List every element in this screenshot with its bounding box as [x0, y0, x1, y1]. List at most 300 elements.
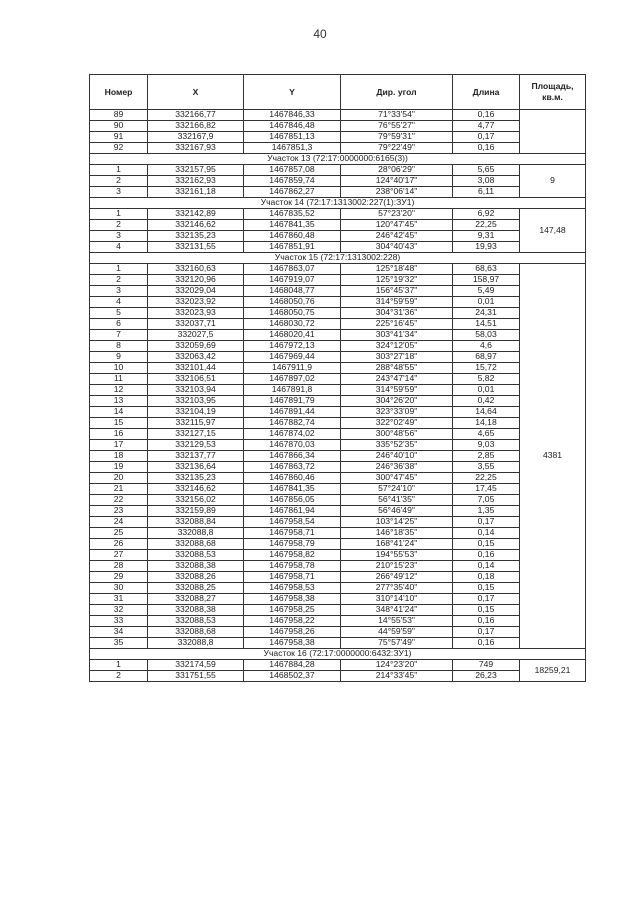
table-row	[90, 341, 586, 352]
table-row	[90, 231, 586, 242]
cell-y: 1467846,33	[244, 110, 341, 121]
cell-x: 332088,68	[148, 539, 244, 550]
cell-angle: 125°18'48"	[341, 264, 453, 275]
table-row	[90, 297, 586, 308]
cell-length: 7,05	[453, 495, 520, 506]
cell-number: 4	[90, 242, 148, 253]
table-row	[90, 286, 586, 297]
cell-number: 2	[90, 671, 148, 682]
section-title: Участок 13 (72:17:0000000:6165(3))	[90, 154, 586, 165]
cell-x: 332156,02	[148, 495, 244, 506]
table-row	[90, 176, 586, 187]
cell-length: 5,65	[453, 165, 520, 176]
cell-angle: 146°18'35"	[341, 528, 453, 539]
table-row	[90, 110, 586, 121]
table-row	[90, 143, 586, 154]
cell-angle: 79°22'49"	[341, 143, 453, 154]
cell-x: 332088,84	[148, 517, 244, 528]
cell-length: 158,97	[453, 275, 520, 286]
cell-length: 0,01	[453, 297, 520, 308]
cell-length: 26,23	[453, 671, 520, 682]
cell-y: 1467891,44	[244, 407, 341, 418]
cell-y: 1467846,48	[244, 121, 341, 132]
cell-x: 332166,77	[148, 110, 244, 121]
cell-number: 21	[90, 484, 148, 495]
cell-length: 0,42	[453, 396, 520, 407]
cell-length: 3,08	[453, 176, 520, 187]
cell-y: 1467857,08	[244, 165, 341, 176]
cell-x: 332146,62	[148, 484, 244, 495]
cell-x: 332167,93	[148, 143, 244, 154]
header-area: Площадь, кв.м.	[520, 75, 586, 110]
cell-number: 23	[90, 506, 148, 517]
cell-x: 332088,53	[148, 550, 244, 561]
cell-number: 1	[90, 209, 148, 220]
cell-angle: 56°41'35"	[341, 495, 453, 506]
cell-number: 10	[90, 363, 148, 374]
cell-length: 68,97	[453, 352, 520, 363]
cell-x: 332059,69	[148, 341, 244, 352]
cell-length: 0,16	[453, 638, 520, 649]
cell-angle: 210°15'23"	[341, 561, 453, 572]
table-row	[90, 638, 586, 649]
cell-number: 1	[90, 165, 148, 176]
section-title: Участок 14 (72:17:1313002:227(1):ЗУ1)	[90, 198, 586, 209]
cell-length: 2,85	[453, 451, 520, 462]
cell-x: 332023,93	[148, 308, 244, 319]
cell-x: 332023,92	[148, 297, 244, 308]
cell-x: 332037,71	[148, 319, 244, 330]
cell-angle: 304°31'36"	[341, 308, 453, 319]
table-row	[90, 572, 586, 583]
cell-number: 25	[90, 528, 148, 539]
table-row	[90, 451, 586, 462]
cell-x: 332088,53	[148, 616, 244, 627]
cell-area: 9	[520, 165, 586, 198]
cell-number: 26	[90, 539, 148, 550]
cell-angle: 303°27'18"	[341, 352, 453, 363]
table-row	[90, 187, 586, 198]
cell-x: 332088,25	[148, 583, 244, 594]
table-row	[90, 275, 586, 286]
cell-length: 17,45	[453, 484, 520, 495]
cell-length: 6,11	[453, 187, 520, 198]
table-row	[90, 363, 586, 374]
cell-number: 30	[90, 583, 148, 594]
table-row	[90, 583, 586, 594]
table-row	[90, 242, 586, 253]
cell-angle: 168°41'24"	[341, 539, 453, 550]
cell-length: 14,51	[453, 319, 520, 330]
cell-angle: 243°47'14"	[341, 374, 453, 385]
table-row	[90, 330, 586, 341]
table-row	[90, 440, 586, 451]
cell-x: 332159,89	[148, 506, 244, 517]
cell-area: 147,48	[520, 209, 586, 253]
cell-y: 1467870,03	[244, 440, 341, 451]
cell-number: 34	[90, 627, 148, 638]
cell-x: 332120,96	[148, 275, 244, 286]
cell-y: 1468502,37	[244, 671, 341, 682]
cell-x: 332115,97	[148, 418, 244, 429]
cell-number: 91	[90, 132, 148, 143]
cell-length: 4,65	[453, 429, 520, 440]
cell-length: 749	[453, 660, 520, 671]
cell-y: 1467882,74	[244, 418, 341, 429]
table-row	[90, 418, 586, 429]
cell-y: 1467863,72	[244, 462, 341, 473]
section-title: Участок 15 (72:17:1313002:228)	[90, 253, 586, 264]
cell-length: 4,77	[453, 121, 520, 132]
table-row	[90, 506, 586, 517]
cell-area: 4381	[520, 264, 586, 649]
cell-y: 1467841,35	[244, 220, 341, 231]
cell-length: 24,31	[453, 308, 520, 319]
cell-angle: 194°55'53"	[341, 550, 453, 561]
cell-y: 1467851,91	[244, 242, 341, 253]
cell-x: 332142,89	[148, 209, 244, 220]
cell-y: 1467958,53	[244, 583, 341, 594]
cell-y: 1467958,26	[244, 627, 341, 638]
cell-angle: 71°33'54"	[341, 110, 453, 121]
cell-angle: 57°24'10"	[341, 484, 453, 495]
cell-x: 332131,55	[148, 242, 244, 253]
cell-length: 58,03	[453, 330, 520, 341]
cell-number: 32	[90, 605, 148, 616]
cell-number: 19	[90, 462, 148, 473]
table-row	[90, 473, 586, 484]
cell-angle: 246°36'38"	[341, 462, 453, 473]
cell-x: 332029,04	[148, 286, 244, 297]
cell-number: 17	[90, 440, 148, 451]
table-row	[90, 605, 586, 616]
cell-length: 5,49	[453, 286, 520, 297]
cell-y: 1468050,76	[244, 297, 341, 308]
table-row	[90, 165, 586, 176]
cell-x: 332106,51	[148, 374, 244, 385]
cell-x: 332167,9	[148, 132, 244, 143]
cell-y: 1467851,3	[244, 143, 341, 154]
cell-length: 0,16	[453, 143, 520, 154]
cell-y: 1467891,79	[244, 396, 341, 407]
cell-length: 0,17	[453, 627, 520, 638]
header-length: Длина	[453, 75, 520, 110]
cell-angle: 266°49'12"	[341, 572, 453, 583]
cell-y: 1468020,41	[244, 330, 341, 341]
cell-angle: 156°45'37"	[341, 286, 453, 297]
table-row	[90, 517, 586, 528]
cell-number: 16	[90, 429, 148, 440]
cell-x: 332166,82	[148, 121, 244, 132]
cell-number: 92	[90, 143, 148, 154]
cell-y: 1467919,07	[244, 275, 341, 286]
cell-length: 14,64	[453, 407, 520, 418]
table-row	[90, 374, 586, 385]
cell-y: 1467958,78	[244, 561, 341, 572]
cell-angle: 79°59'31"	[341, 132, 453, 143]
cell-angle: 225°16'45"	[341, 319, 453, 330]
table-row	[90, 616, 586, 627]
header-row	[90, 75, 586, 110]
cell-length: 14,18	[453, 418, 520, 429]
table-row	[90, 561, 586, 572]
cell-length: 0,15	[453, 605, 520, 616]
table-row	[90, 484, 586, 495]
cell-x: 332162,93	[148, 176, 244, 187]
cell-y: 1467958,54	[244, 517, 341, 528]
table-row	[90, 627, 586, 638]
cell-number: 31	[90, 594, 148, 605]
cell-number: 89	[90, 110, 148, 121]
section-title-row	[90, 198, 586, 209]
cell-x: 332027,5	[148, 330, 244, 341]
table-row	[90, 462, 586, 473]
cell-length: 15,72	[453, 363, 520, 374]
cell-y: 1467860,48	[244, 231, 341, 242]
cell-x: 332135,23	[148, 231, 244, 242]
cell-length: 0,17	[453, 132, 520, 143]
cell-length: 6,92	[453, 209, 520, 220]
cell-y: 1467958,38	[244, 638, 341, 649]
table-row	[90, 121, 586, 132]
cell-x: 332137,77	[148, 451, 244, 462]
cell-y: 1467859,74	[244, 176, 341, 187]
cell-y: 1467958,22	[244, 616, 341, 627]
cell-length: 5,82	[453, 374, 520, 385]
cell-number: 5	[90, 308, 148, 319]
cell-number: 12	[90, 385, 148, 396]
cell-y: 1467958,71	[244, 528, 341, 539]
cell-number: 29	[90, 572, 148, 583]
cell-length: 0,15	[453, 539, 520, 550]
cell-y: 1467856,05	[244, 495, 341, 506]
cell-number: 90	[90, 121, 148, 132]
cell-x: 332088,27	[148, 594, 244, 605]
cell-number: 3	[90, 231, 148, 242]
cell-number: 24	[90, 517, 148, 528]
cell-angle: 314°59'59"	[341, 385, 453, 396]
table-row	[90, 209, 586, 220]
cell-length: 0,01	[453, 385, 520, 396]
cell-x: 332104,19	[148, 407, 244, 418]
cell-x: 332146,62	[148, 220, 244, 231]
table-row	[90, 539, 586, 550]
cell-y: 1467860,46	[244, 473, 341, 484]
cell-angle: 76°55'27"	[341, 121, 453, 132]
cell-length: 0,14	[453, 561, 520, 572]
cell-x: 332103,94	[148, 385, 244, 396]
cell-angle: 120°47'45"	[341, 220, 453, 231]
cell-x: 332101,44	[148, 363, 244, 374]
cell-y: 1467911,9	[244, 363, 341, 374]
table-row	[90, 550, 586, 561]
table-row	[90, 429, 586, 440]
cell-x: 332088,8	[148, 528, 244, 539]
cell-y: 1467958,71	[244, 572, 341, 583]
cell-y: 1467897,02	[244, 374, 341, 385]
table-row	[90, 594, 586, 605]
cell-y: 1467863,07	[244, 264, 341, 275]
cell-angle: 125°19'32"	[341, 275, 453, 286]
page-number: 40	[313, 27, 327, 41]
table-row	[90, 396, 586, 407]
cell-angle: 57°23'20"	[341, 209, 453, 220]
cell-x: 332174,59	[148, 660, 244, 671]
cell-length: 0,16	[453, 550, 520, 561]
section-title-row	[90, 154, 586, 165]
cell-length: 0,18	[453, 572, 520, 583]
cell-number: 9	[90, 352, 148, 363]
cell-number: 18	[90, 451, 148, 462]
cell-number: 20	[90, 473, 148, 484]
cell-y: 1467958,38	[244, 594, 341, 605]
cell-angle: 124°23'20"	[341, 660, 453, 671]
table-row	[90, 495, 586, 506]
cell-x: 332088,68	[148, 627, 244, 638]
cell-x: 332157,95	[148, 165, 244, 176]
cell-x: 332088,38	[148, 561, 244, 572]
cell-x: 332063,42	[148, 352, 244, 363]
cell-length: 1,35	[453, 506, 520, 517]
cell-y: 1467891,8	[244, 385, 341, 396]
cell-number: 35	[90, 638, 148, 649]
cell-y: 1467884,28	[244, 660, 341, 671]
cell-angle: 314°59'59"	[341, 297, 453, 308]
cell-angle: 214°33'45"	[341, 671, 453, 682]
cell-y: 1467851,13	[244, 132, 341, 143]
table-row	[90, 308, 586, 319]
cell-number: 27	[90, 550, 148, 561]
cell-length: 0,15	[453, 583, 520, 594]
cell-y: 1468030,72	[244, 319, 341, 330]
header-y: Y	[244, 75, 341, 110]
table-row	[90, 407, 586, 418]
cell-length: 0,16	[453, 110, 520, 121]
cell-y: 1468048,77	[244, 286, 341, 297]
table-row	[90, 220, 586, 231]
cell-number: 3	[90, 187, 148, 198]
cell-x: 332136,64	[148, 462, 244, 473]
coordinates-table	[89, 74, 586, 682]
table-row	[90, 385, 586, 396]
cell-number: 6	[90, 319, 148, 330]
table-row	[90, 132, 586, 143]
cell-x: 332088,8	[148, 638, 244, 649]
cell-y: 1467862,27	[244, 187, 341, 198]
cell-y: 1467866,34	[244, 451, 341, 462]
cell-number: 33	[90, 616, 148, 627]
cell-number: 13	[90, 396, 148, 407]
cell-number: 15	[90, 418, 148, 429]
cell-angle: 304°26'20"	[341, 396, 453, 407]
cell-length: 0,17	[453, 517, 520, 528]
cell-length: 22,25	[453, 473, 520, 484]
cell-number: 7	[90, 330, 148, 341]
table-row	[90, 660, 586, 671]
cell-length: 0,14	[453, 528, 520, 539]
cell-x: 332127,15	[148, 429, 244, 440]
cell-angle: 303°41'34"	[341, 330, 453, 341]
cell-y: 1467969,44	[244, 352, 341, 363]
cell-length: 68,63	[453, 264, 520, 275]
cell-x: 332129,53	[148, 440, 244, 451]
cell-length: 22,25	[453, 220, 520, 231]
cell-number: 4	[90, 297, 148, 308]
cell-length: 9,31	[453, 231, 520, 242]
cell-y: 1467841,35	[244, 484, 341, 495]
cell-angle: 44°59'59"	[341, 627, 453, 638]
section-title-row	[90, 253, 586, 264]
cell-angle: 238°06'14"	[341, 187, 453, 198]
cell-x: 331751,55	[148, 671, 244, 682]
table-row	[90, 264, 586, 275]
cell-y: 1467835,52	[244, 209, 341, 220]
cell-area	[520, 110, 586, 154]
cell-length: 0,16	[453, 616, 520, 627]
cell-number: 1	[90, 660, 148, 671]
cell-number: 11	[90, 374, 148, 385]
cell-angle: 304°40'43"	[341, 242, 453, 253]
section-title-row	[90, 649, 586, 660]
cell-length: 4,6	[453, 341, 520, 352]
cell-y: 1467958,25	[244, 605, 341, 616]
header-number: Номер	[90, 75, 148, 110]
cell-y: 1467958,82	[244, 550, 341, 561]
cell-length: 19,93	[453, 242, 520, 253]
cell-area: 18259,21	[520, 660, 586, 682]
cell-angle: 324°12'05"	[341, 341, 453, 352]
cell-angle: 56°46'49"	[341, 506, 453, 517]
cell-y: 1467958,79	[244, 539, 341, 550]
cell-y: 1468050,75	[244, 308, 341, 319]
cell-x: 332103,95	[148, 396, 244, 407]
cell-length: 9,03	[453, 440, 520, 451]
cell-angle: 103°14'25"	[341, 517, 453, 528]
cell-x: 332160,63	[148, 264, 244, 275]
cell-y: 1467874,02	[244, 429, 341, 440]
cell-number: 2	[90, 220, 148, 231]
cell-x: 332161,18	[148, 187, 244, 198]
header-angle: Дир. угол	[341, 75, 453, 110]
cell-angle: 322°02'49"	[341, 418, 453, 429]
cell-x: 332135,23	[148, 473, 244, 484]
cell-length: 0,17	[453, 594, 520, 605]
cell-number: 1	[90, 264, 148, 275]
cell-angle: 124°40'17"	[341, 176, 453, 187]
cell-angle: 300°47'45"	[341, 473, 453, 484]
cell-number: 28	[90, 561, 148, 572]
cell-y: 1467861,94	[244, 506, 341, 517]
cell-x: 332088,26	[148, 572, 244, 583]
cell-angle: 277°35'40"	[341, 583, 453, 594]
cell-number: 14	[90, 407, 148, 418]
table-row	[90, 352, 586, 363]
cell-angle: 335°52'35"	[341, 440, 453, 451]
cell-y: 1467972,13	[244, 341, 341, 352]
cell-angle: 246°42'45"	[341, 231, 453, 242]
section-title: Участок 16 (72:17:0000000:6432:ЗУ1)	[90, 649, 586, 660]
cell-number: 2	[90, 176, 148, 187]
cell-number: 8	[90, 341, 148, 352]
table-row	[90, 528, 586, 539]
table-body	[90, 110, 586, 682]
cell-angle: 348°41'24"	[341, 605, 453, 616]
cell-number: 3	[90, 286, 148, 297]
cell-number: 2	[90, 275, 148, 286]
cell-angle: 288°48'55"	[341, 363, 453, 374]
table-row	[90, 671, 586, 682]
cell-angle: 28°06'29"	[341, 165, 453, 176]
